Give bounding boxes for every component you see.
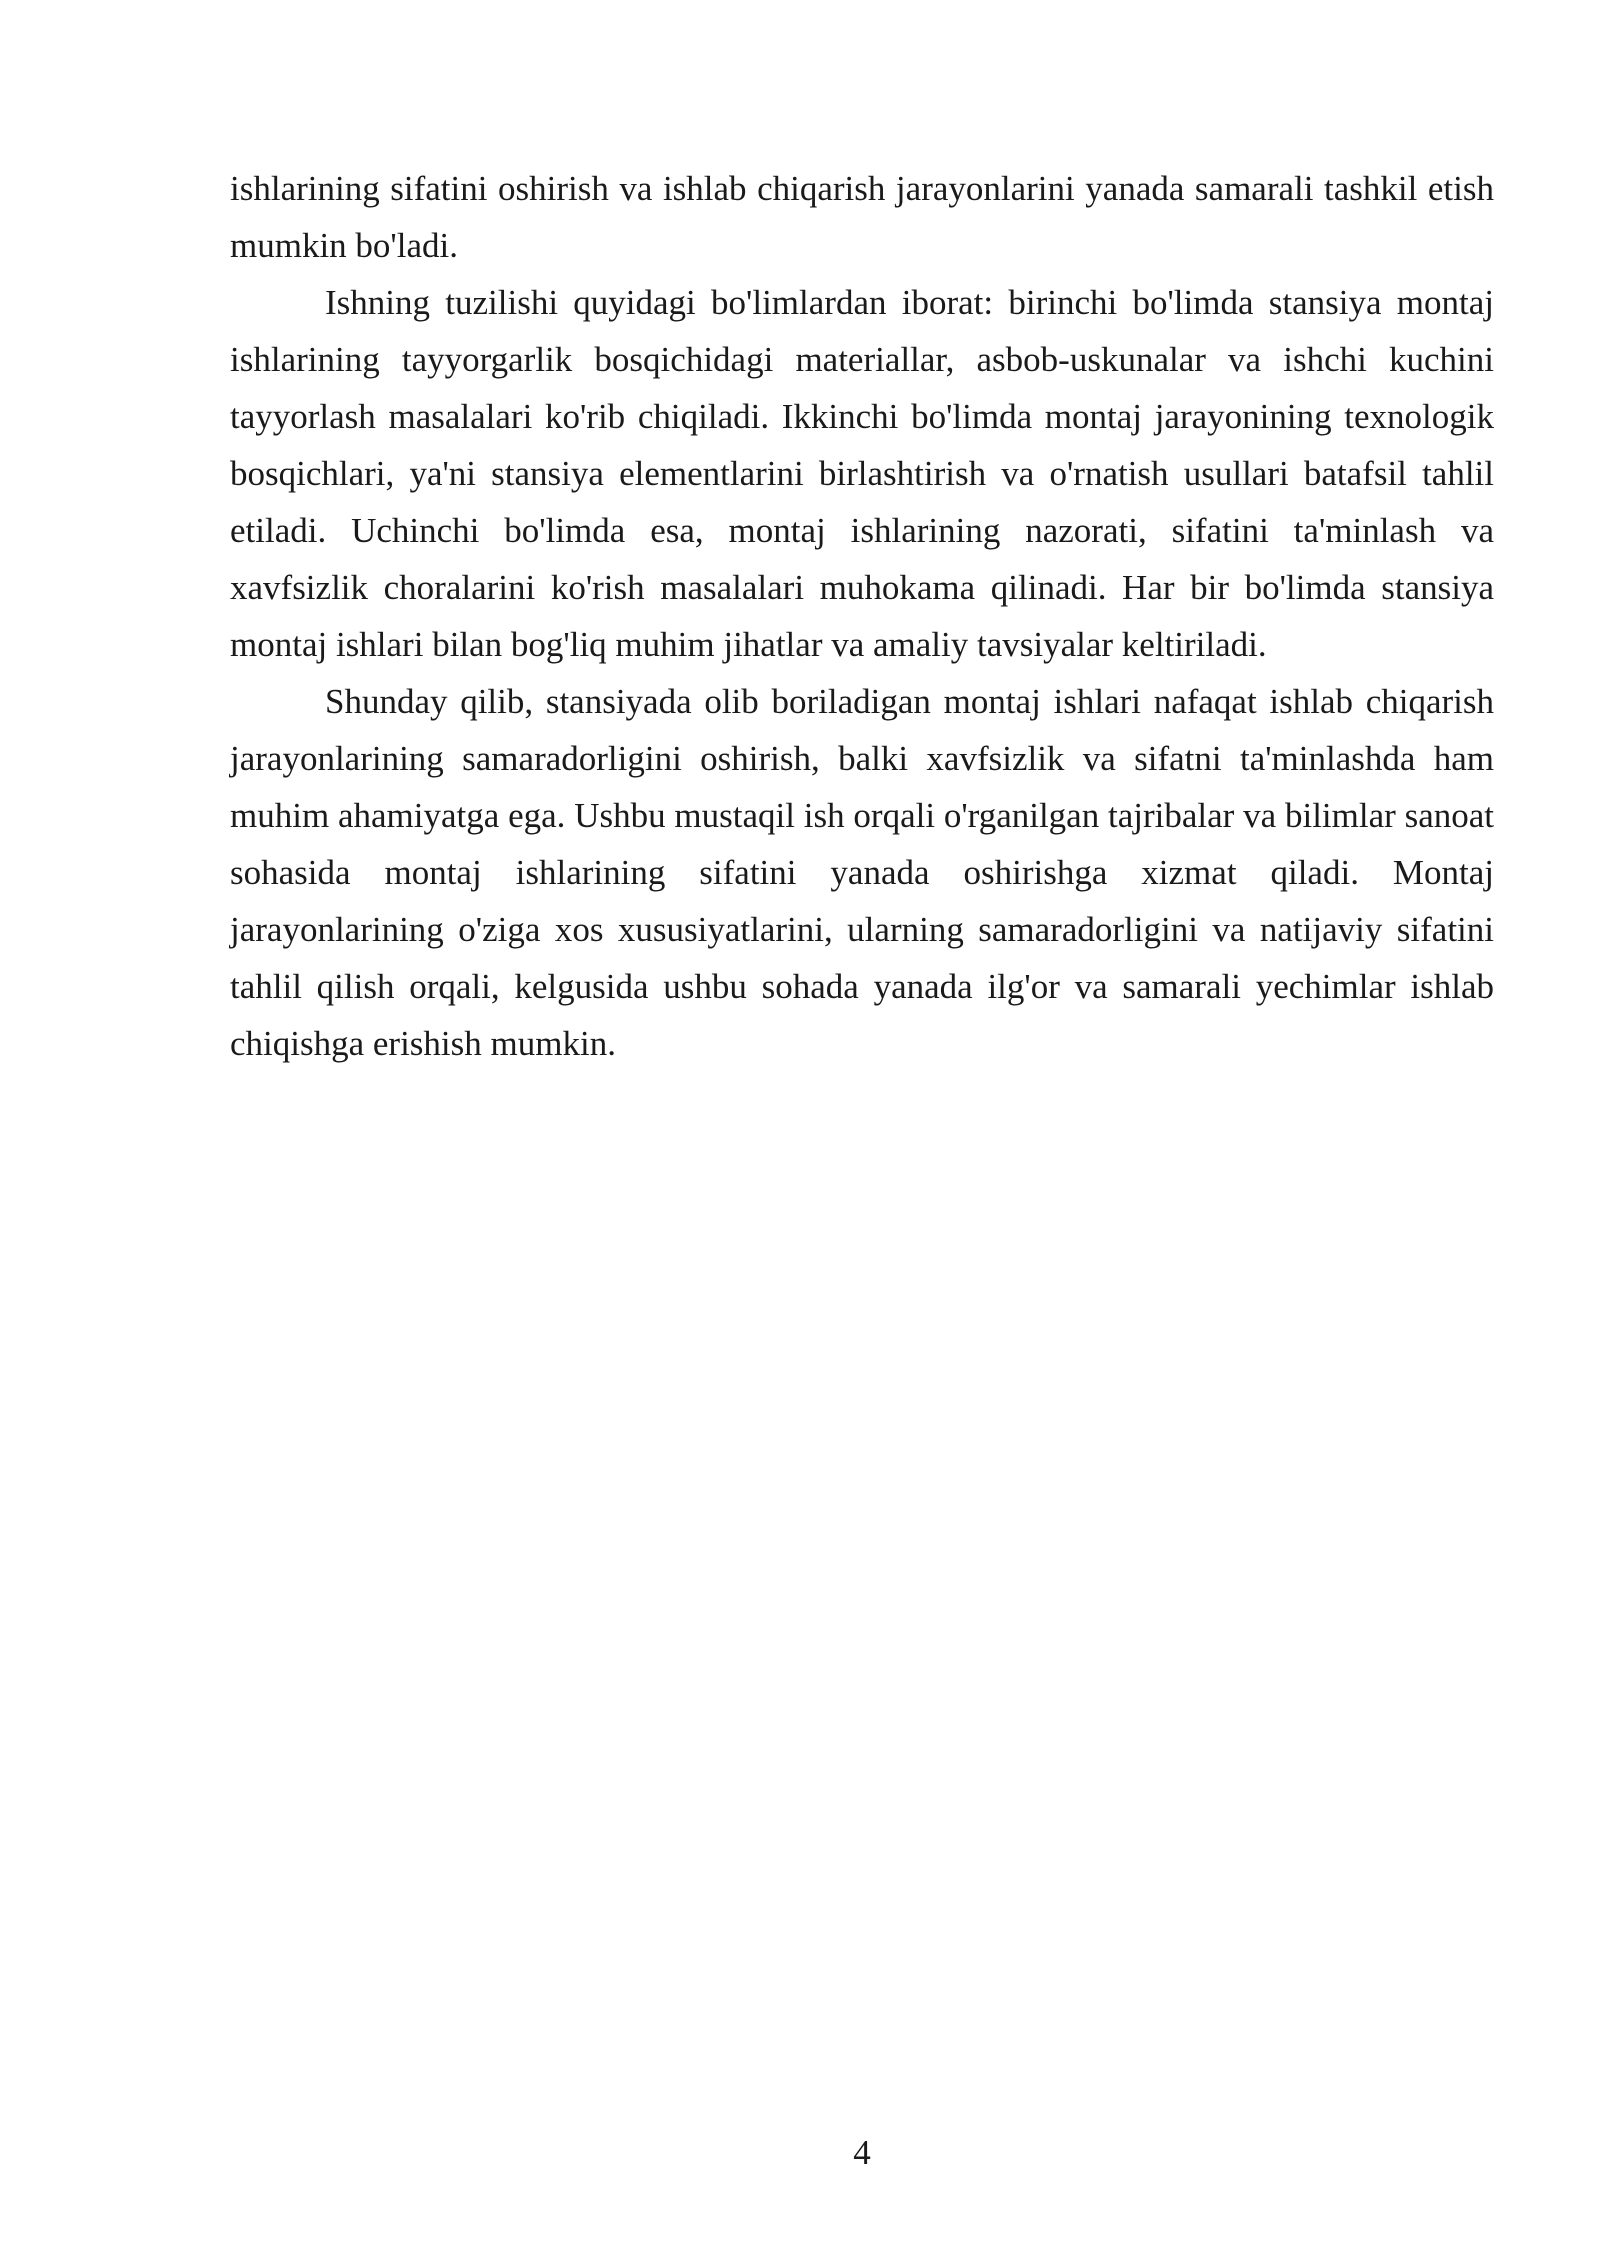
body-text bbox=[230, 160, 1494, 1072]
page-number: 4 bbox=[853, 2133, 871, 2172]
paragraph-continuation: ishlarining sifatini oshirish va ishlab chiqarish jarayonlarini yanada samarali tashkil etish mumkin bo'ladi. bbox=[230, 169, 1494, 265]
paragraph-conclusion: Shunday qilib, stansiyada olib boriladigan montaj ishlari nafaqat ishlab chiqarish jarayonlarining samaradorligini oshirish, balki xavfsizlik va sifatni ta'minlashda ham muhim ahamiyatga ega. Ushbu mustaqil ish orqali o'rganilgan tajribalar va bilimlar sanoat sohasida montaj ishlarining sifatini yanada oshirishga xizmat qiladi. Montaj jarayonlarining o'ziga xos xususiyatlarini, ularning samaradorligini va natijaviy sifatini tahlil qilish orqali, kelgusida ushbu sohada yanada ilg'or va samarali yechimlar ishlab chiqishga erishish mumkin. bbox=[230, 682, 1494, 1063]
paragraph-structure: Ishning tuzilishi quyidagi bo'limlardan iborat: birinchi bo'limda stansiya montaj ishlarining tayyorgarlik bosqichidagi materiallar, asbob-uskunalar va ishchi kuchini tayyorlash masalalari ko'rib chiqiladi. Ikkinchi bo'limda montaj jarayonining texnologik bosqichlari, ya'ni stansiya elementlarini birlashtirish va o'rnatish usullari batafsil tahlil etiladi. Uchinchi bo'limda esa, montaj ishlarining nazorati, sifatini ta'minlash va xavfsizlik choralarini ko'rish masalalari muhokama qilinadi. Har bir bo'limda stansiya montaj ishlari bilan bog'liq muhim jihatlar va amaliy tavsiyalar keltiriladi. bbox=[230, 283, 1494, 664]
